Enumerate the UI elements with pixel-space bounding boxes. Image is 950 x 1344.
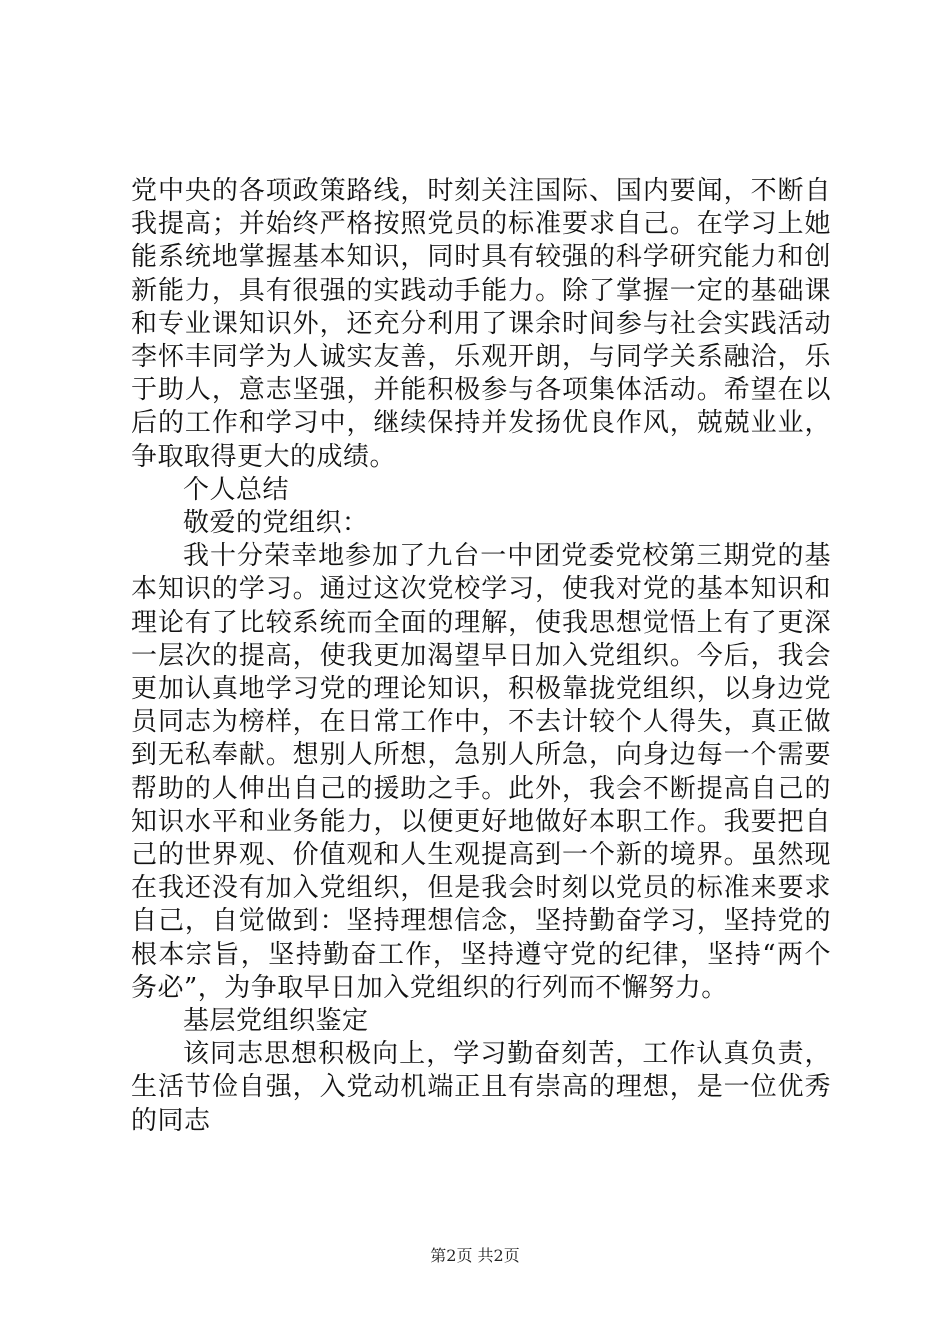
- paragraph-appraisal-body: 该同志思想积极向上，学习勤奋刻苦，工作认真负责，生活节俭自强，入党动机端正且有崇高的理想，是一位优秀的同志: [131, 1039, 831, 1136]
- document-body: [131, 175, 831, 1138]
- paragraph-summary-body: 我十分荣幸地参加了九台一中团党委党校第三期党的基本知识的学习。通过这次党校学习，使我对党的基本知识和理论有了比较系统而全面的理解，使我思想觉悟上有了更深一层次的提高，使我更加渴望早日加入党组织。今后，我会更加认真地学习党的理论知识，积极靠拢党组织，以身边党员同志为榜样，在日常工作中，不去计较个人得失，真正做到无私奉献。想别人所想，急别人所急，向身边每一个需要帮助的人伸出自己的援助之手。此外，我会不断提高自己的知识水平和业务能力，以便更好地做好本职工作。我要把自己的世界观、价值观和人生观提高到一个新的境界。虽然现在我还没有加入党组织，但是我会时刻以党员的标准来要求自己，自觉做到：坚持理想信念，坚持勤奋学习，坚持党的根本宗旨，坚持勤奋工作，坚持遵守党的纪律，坚持“两个务必”，为争取早日加入党组织的行列而不懈努力。: [131, 541, 831, 1003]
- salutation: 敬爱的党组织：: [183, 508, 369, 539]
- heading-grassroots-appraisal: 基层党组织鉴定: [183, 1006, 369, 1037]
- page-footer: 第2页 共2页: [430, 1246, 520, 1265]
- paragraph-continuation: 党中央的各项政策路线，时刻关注国际、国内要闻，不断自我提高；并始终严格按照党员的标准要求自己。在学习上她能系统地掌握基本知识，同时具有较强的科学研究能力和创新能力，具有很强的实践动手能力。除了掌握一定的基础课和专业课知识外，还充分利用了课余时间参与社会实践活动李怀丰同学为人诚实友善，乐观开朗，与同学关系融洽，乐于助人，意志坚强，并能积极参与各项集体活动。希望在以后的工作和学习中，继续保持并发扬优良作风，兢兢业业，争取取得更大的成绩。: [131, 176, 831, 472]
- heading-personal-summary: 个人总结: [183, 474, 290, 505]
